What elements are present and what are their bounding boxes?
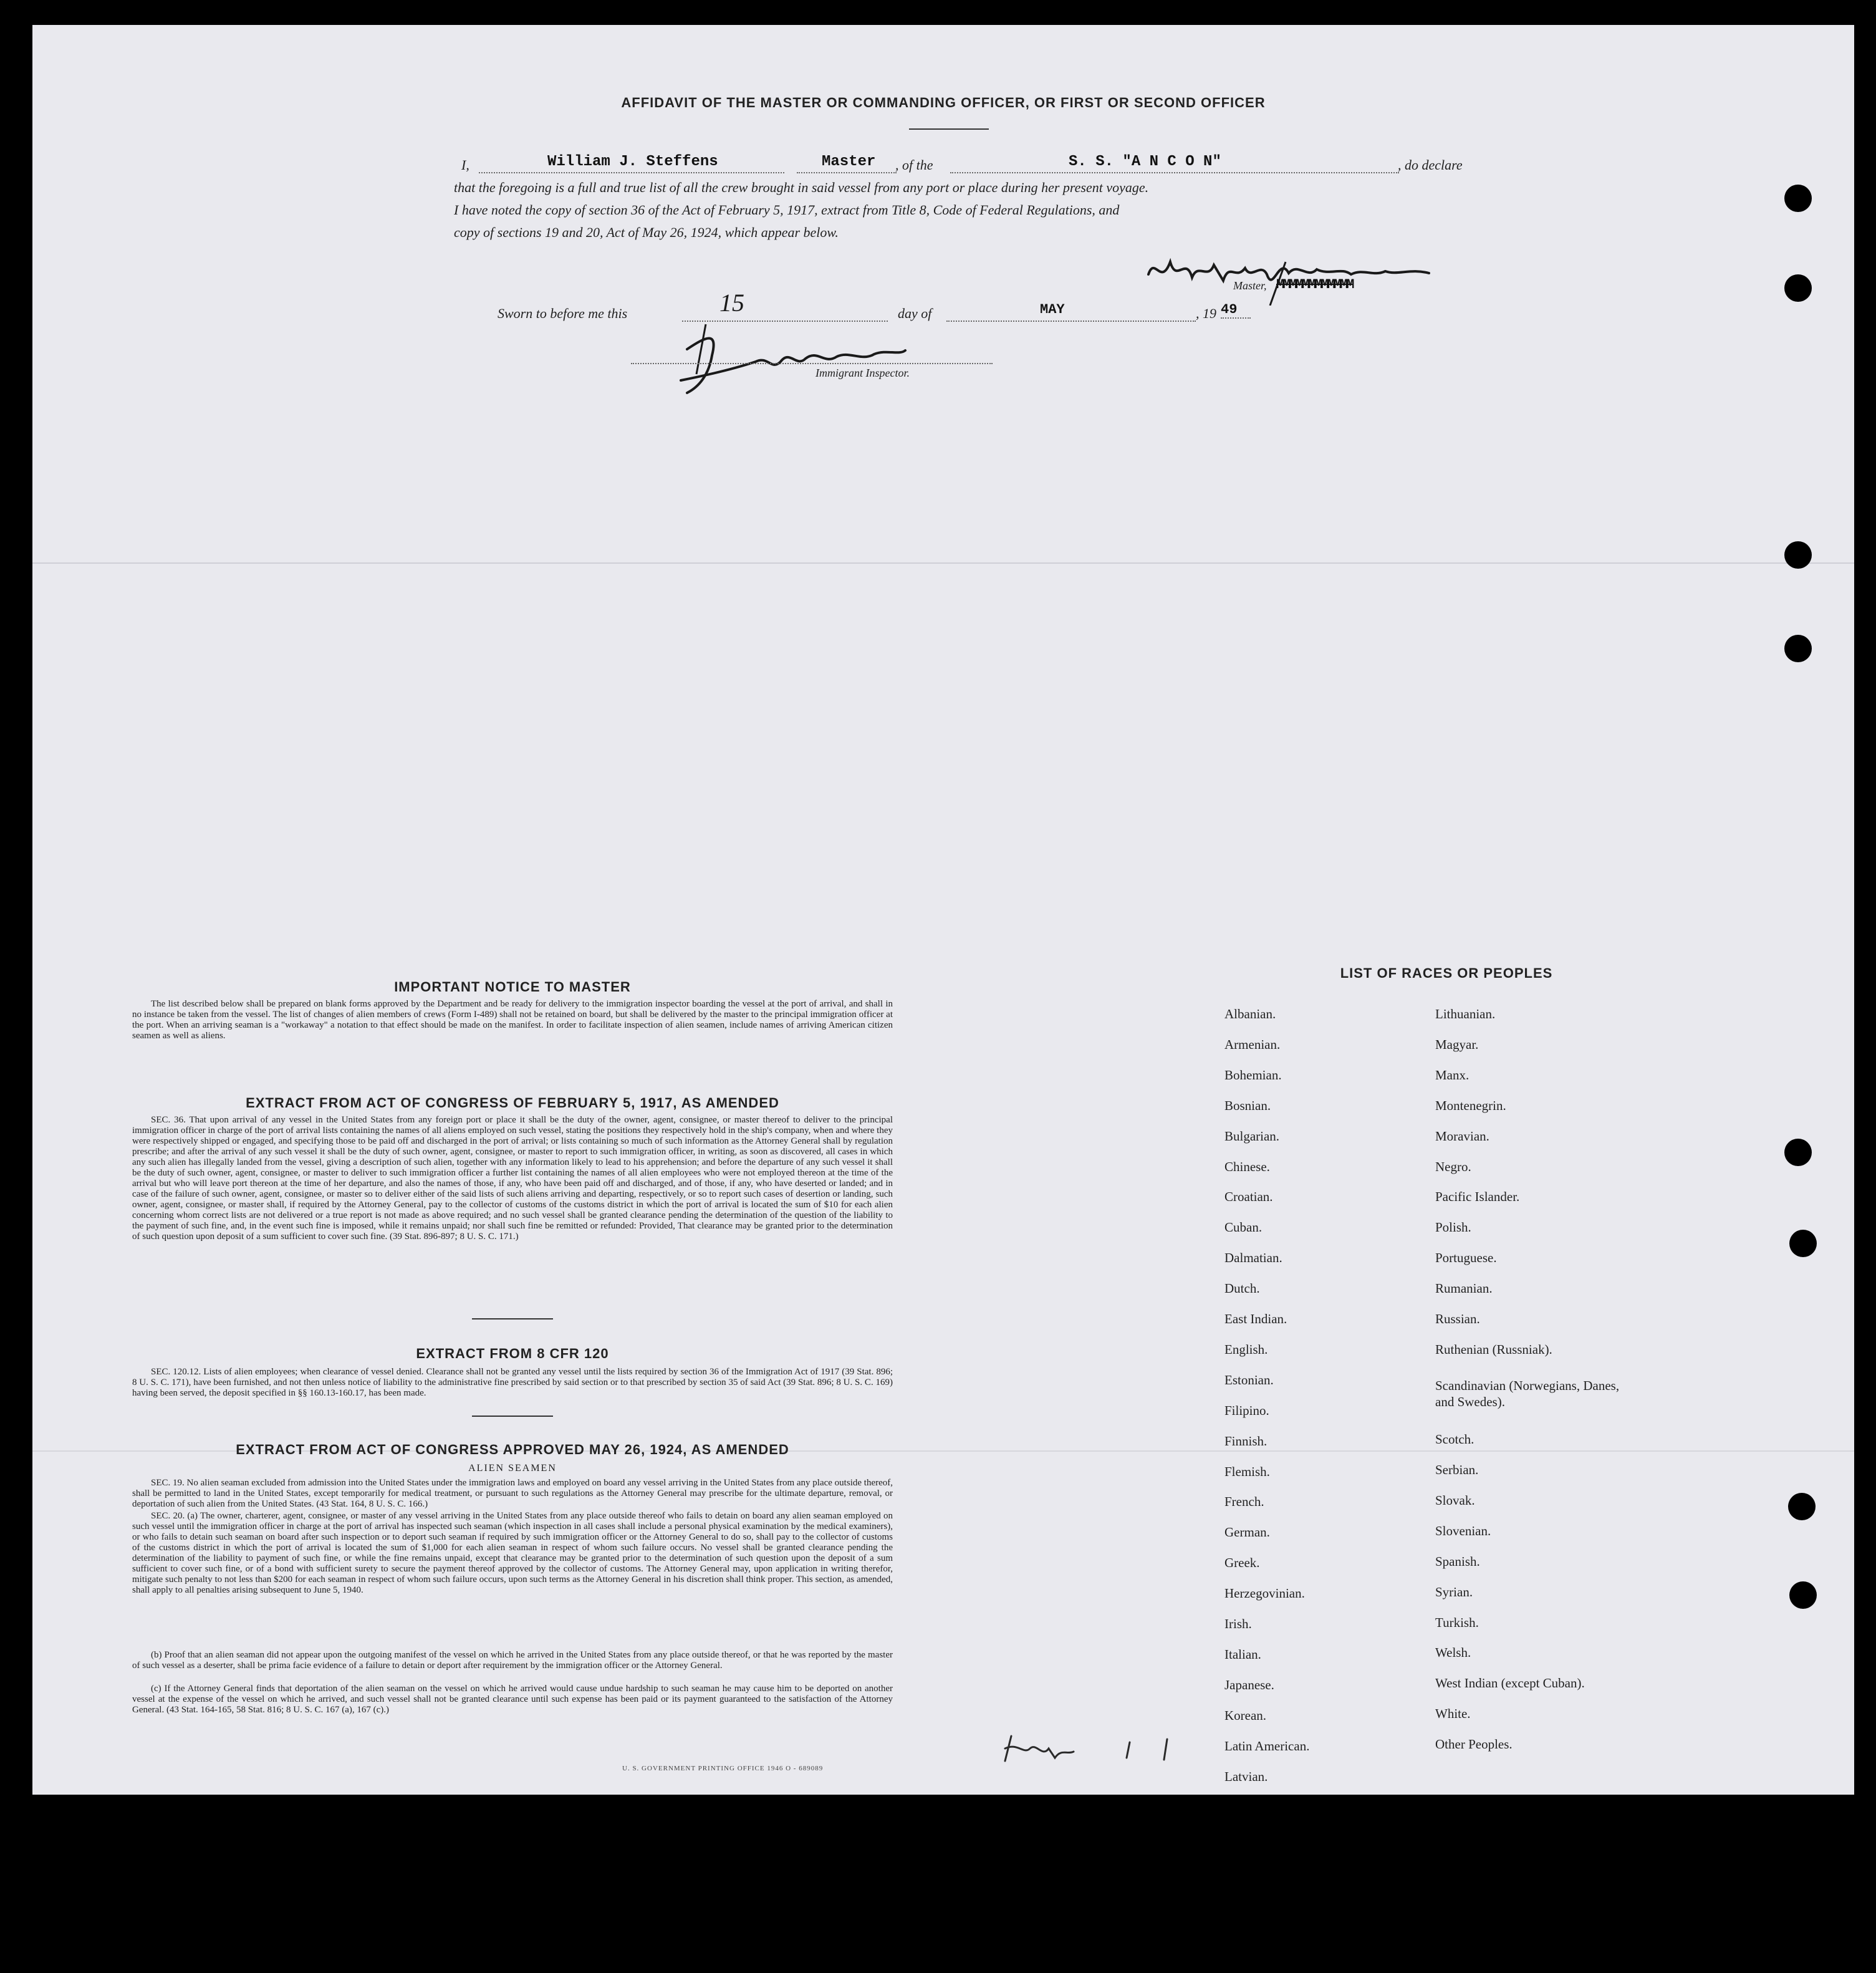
race-item: Croatian. xyxy=(1224,1189,1273,1205)
race-item: Portuguese. xyxy=(1435,1250,1497,1266)
race-item: Slovenian. xyxy=(1435,1523,1491,1538)
month-field xyxy=(946,302,1196,322)
race-item: Other Peoples. xyxy=(1435,1737,1513,1752)
sworn-month: MAY xyxy=(1040,302,1065,317)
race-item: Japanese. xyxy=(1224,1677,1274,1692)
punch-hole xyxy=(1784,635,1812,662)
race-item: Magyar. xyxy=(1435,1036,1479,1052)
race-item: Bosnian. xyxy=(1224,1097,1271,1113)
name-field xyxy=(479,153,784,173)
race-item: Chinese. xyxy=(1224,1159,1270,1174)
race-item: Filipino. xyxy=(1224,1402,1269,1418)
day-of-label: day of xyxy=(898,306,932,321)
punch-hole xyxy=(1789,1230,1817,1257)
race-item: Finnish. xyxy=(1224,1433,1268,1449)
race-item: Slovak. xyxy=(1435,1492,1475,1508)
affidavit-i-label: I, xyxy=(461,157,469,173)
race-item: Pacific Islander. xyxy=(1435,1189,1520,1205)
race-item: Negro. xyxy=(1435,1159,1471,1174)
master-name: William J. Steffens xyxy=(547,153,718,170)
race-item: Russian. xyxy=(1435,1311,1480,1326)
race-item: Montenegrin. xyxy=(1435,1097,1506,1113)
extract-1917-body: SEC. 36. That upon arrival of any vessel in the United States from any foreign port or place it shall be the duty of the owner, agent, consignee, or master thereof to deliver to the principal immigration officer in charge of the port of arrival lists containing the names of all aliens employed on such vessel, stating the positions they respectively hold in the ship's company, when and where they were respectively shipped or engaged, and specifying those to be paid off and discharged in the port of arrival; or lists containing so much of such information as the Attorney General shall by regulation prescribe; and after the arrival of any such vessel it shall be the duty of such owner, agent, consignee, or master to report to such immigration officer, in writing, as soon as discovered, all cases in which any such alien has illegally landed from the vessel, giving a description of such alien, together with any information likely to lead to his apprehension; and before the departure of any such vessel it shall be the duty of such owner, agent, consignee, or master to deliver to such immigration officer a further list containing the names of all alien employees who were not employed thereon at the time of the arrival but who will leave port thereon at the time of her departure, and also the names of those, if any, who have been paid off and discharged, and of those, if any, who have deserted or landed; and in case of the failure of such owner, agent, consignee, or master so to deliver either of the said lists of such aliens arriving and departing, respectively, or so to report such cases of desertion or landing, such owner, agent, consignee, or master shall, if required by the Attorney General, pay to the collector of customs of the customs district in which the port of arrival is located the sum of $10 for each alien concerning whom correct lists are not delivered or a true report is not made as above required; and no such vessel shall be granted clearance pending the determination of the question of the liability to the payment of such fine, and, in the event such fine is imposed, while it remains unpaid; nor shall such fine be remitted or refunded: Provided, That clearance may be granted prior to the determination of such question upon deposit of a sum sufficient to cover such fine. (39 Stat. 896-897; 8 U. S. C. 171.) xyxy=(132,1115,893,1242)
extract-cfr-title: EXTRACT FROM 8 CFR 120 xyxy=(416,1346,609,1361)
race-item: French. xyxy=(1224,1494,1264,1510)
punch-hole xyxy=(1789,1581,1817,1609)
master-signature xyxy=(1136,237,1510,306)
punch-hole xyxy=(1788,1493,1816,1520)
race-item: Armenian. xyxy=(1224,1036,1281,1052)
inspector-signature xyxy=(662,312,924,405)
race-item: Manx. xyxy=(1435,1067,1470,1083)
master-strikeout: MMMMMMMMMMMM xyxy=(1276,277,1353,292)
punch-hole xyxy=(1784,1139,1812,1166)
notice-title: IMPORTANT NOTICE TO MASTER xyxy=(394,979,631,995)
rank-field xyxy=(797,153,897,173)
race-item: English. xyxy=(1224,1341,1268,1357)
race-item: Irish. xyxy=(1224,1616,1252,1631)
race-item: Cuban. xyxy=(1224,1220,1263,1235)
race-item: Syrian. xyxy=(1435,1584,1473,1599)
punch-hole xyxy=(1784,185,1812,212)
handwritten-note xyxy=(993,1730,1198,1773)
race-item: Polish. xyxy=(1435,1220,1471,1235)
affidavit-line-4: copy of sections 19 and 20, Act of May 26, 1924, which appear below. xyxy=(454,224,839,240)
year-prefix: , 19 xyxy=(1196,306,1216,321)
inspector-signature-line xyxy=(631,362,993,364)
race-item: Scotch. xyxy=(1435,1432,1474,1447)
master-title-label: Master, xyxy=(1233,279,1267,292)
extract-cfr-body: SEC. 120.12. Lists of alien employees; when clearance of vessel denied. Clearance shall not be granted any vessel until the lists required by section 36 of the Immigration Act of 1917 (39 Stat. 896; 8 U. S. C. 171), have been furnished, and not then unless notice of liability to the administrative fine prescribed by said section or to that prescribed by section 35 of said Act (39 Stat. 896; 8 U. S. C. 169) having been served, the deposit specified in §§ 160.13-160.17, has been made. xyxy=(132,1367,893,1398)
race-item: Welsh. xyxy=(1435,1645,1471,1661)
race-item: West Indian (except Cuban). xyxy=(1435,1676,1585,1691)
race-item: Moravian. xyxy=(1435,1128,1489,1144)
race-item: Bulgarian. xyxy=(1224,1128,1280,1144)
extract-1924-subtitle: ALIEN SEAMEN xyxy=(468,1463,557,1474)
notice-body: The list described below shall be prepared on blank forms approved by the Department and be ready for delivery to the immigration inspector boarding the vessel at the port of arrival, and shall in no instance be taken from the vessel. The list of changes of alien members of crews (Form I-489) shall not be retained on board, but shall be delivered by the master to the principal immigration officer at the port. When an arriving seaman is a "workaway" a notation to that effect should be made on the manifest. In order to facilitate inspection of alien seamen, include names of arriving American citizen seamen as well as aliens. xyxy=(132,999,893,1041)
race-item: Korean. xyxy=(1224,1707,1267,1723)
race-item: Scandinavian (Norwegians, Danes, and Swedes). xyxy=(1435,1377,1620,1409)
section-rule xyxy=(472,1318,553,1319)
race-item: Lithuanian. xyxy=(1435,1006,1496,1021)
race-item: Greek. xyxy=(1224,1555,1260,1571)
race-item: Turkish. xyxy=(1435,1614,1479,1630)
sec-20b: (b) Proof that an alien seaman did not appear upon the outgoing manifest of the vessel on which he arrived in the United States from any place outside thereof, or that he was reported by the master of such vessel as a deserter, shall be prima facie evidence of a failure to detain or deport after requirement by the immigration officer or the Attorney General. xyxy=(132,1650,893,1671)
of-the-label: , of the xyxy=(895,157,933,173)
affidavit-line-3: I have noted the copy of section 36 of the Act of February 5, 1917, extract from Title 8, Code of Federal Regulations, and xyxy=(454,202,1120,218)
race-item: Dalmatian. xyxy=(1224,1250,1282,1266)
affidavit-line-2: that the foregoing is a full and true list of all the crew brought in said vessel from any port or place during her present voyage. xyxy=(454,180,1149,195)
sworn-day: 15 xyxy=(719,289,744,317)
race-item: Rumanian. xyxy=(1435,1281,1493,1296)
extract-1917-title: EXTRACT FROM ACT OF CONGRESS OF FEBRUARY 5, 1917, AS AMENDED xyxy=(246,1095,779,1111)
race-item: Ruthenian (Russniak). xyxy=(1435,1341,1552,1357)
race-item: East Indian. xyxy=(1224,1311,1287,1326)
do-declare-label: , do declare xyxy=(1398,157,1463,173)
inspector-label: Immigrant Inspector. xyxy=(815,367,910,379)
race-item: German. xyxy=(1224,1525,1270,1540)
title-rule xyxy=(909,128,989,130)
sworn-year: 49 xyxy=(1221,302,1251,319)
sworn-label: Sworn to before me this xyxy=(498,306,628,321)
race-item: Latvian. xyxy=(1224,1768,1268,1784)
punch-hole xyxy=(1784,274,1812,302)
race-item: White. xyxy=(1435,1706,1471,1722)
section-rule xyxy=(472,1416,553,1417)
printing-office: U. S. GOVERNMENT PRINTING OFFICE 1946 O - 689089 xyxy=(622,1765,824,1772)
race-item: Herzegovinian. xyxy=(1224,1586,1305,1601)
race-item: Bohemian. xyxy=(1224,1067,1282,1083)
affidavit-title: AFFIDAVIT OF THE MASTER OR COMMANDING OFFICER, OR FIRST OR SECOND OFFICER xyxy=(621,95,1266,110)
scan-border xyxy=(0,1795,1876,1973)
race-item: Albanian. xyxy=(1224,1006,1276,1021)
race-item: Serbian. xyxy=(1435,1462,1479,1478)
punch-hole xyxy=(1784,541,1812,569)
vessel-field xyxy=(950,153,1399,173)
races-title: LIST OF RACES OR PEOPLES xyxy=(1340,965,1553,981)
document-page xyxy=(32,25,1854,1795)
master-rank: Master xyxy=(822,153,876,170)
sec-20c: (c) If the Attorney General finds that deportation of the alien seaman on the vessel on which he arrived would cause undue hardship to such seaman he may cause him to be deported on another vessel at the expense of the vessel on which he arrived, and such vessel shall not be granted clearance until such expense has been paid or its payment guaranteed to the satisfaction of the Attorney General. (43 Stat. 164-165, 58 Stat. 816; 8 U. S. C. 167 (a), 167 (c).) xyxy=(132,1684,893,1715)
vessel-name: S. S. "A N C O N" xyxy=(1069,153,1221,170)
race-item: Estonian. xyxy=(1224,1372,1274,1387)
race-item: Dutch. xyxy=(1224,1281,1260,1296)
sec-20a: SEC. 20. (a) The owner, charterer, agent, consignee, or master of any vessel arriving in the United States from any place outside thereof who fails to detain on board any alien seaman employed on such vessel until the immigration officer in charge at the port of arrival has inspected such seaman (which inspection in all cases shall include a personal physical examination by the medical examiners), or who fails to detain such seaman on board after such inspection or to deport such seaman if required by such immigration officer or the Attorney General to do so, shall pay to the collector of customs of the customs district in which the port of arrival is located the sum of $1,000 for each alien seaman in respect of whom such failure occurs. No vessel shall be granted clearance pending the determination of the liability to payment of such fine, or while the fine remains unpaid, except that clearance may be granted prior to the determination of such question upon the deposit of a sum sufficient to cover such fine, or of a bond with sufficient surety to secure the payment thereof approved by the collector of customs. The Attorney General may, upon application in writing therefor, mitigate such penalty to not less than $200 for each seaman in respect of whom such failure occurs, upon such terms as the Attorney General in his discretion shall think proper. This section, as amended, shall apply to all penalties arising subsequent to June 5, 1940. xyxy=(132,1511,893,1595)
race-item: Flemish. xyxy=(1224,1464,1270,1479)
sec-19: SEC. 19. No alien seaman excluded from admission into the United States under the immigration laws and employed on board any vessel arriving in the United States from any place outside thereof, shall be permitted to land in the United States, except temporarily for medical treatment, or pursuant to such regulations as the Attorney General may prescribe for the ultimate departure, removal, or deportation of such alien from the United States. (43 Stat. 164, 8 U. S. C. 166.) xyxy=(132,1478,893,1509)
faint-line xyxy=(32,562,1854,564)
race-item: Spanish. xyxy=(1435,1553,1480,1569)
race-item: Italian. xyxy=(1224,1646,1261,1662)
extract-1924-title: EXTRACT FROM ACT OF CONGRESS APPROVED MAY 26, 1924, AS AMENDED xyxy=(236,1442,789,1457)
race-item: Latin American. xyxy=(1224,1738,1310,1754)
